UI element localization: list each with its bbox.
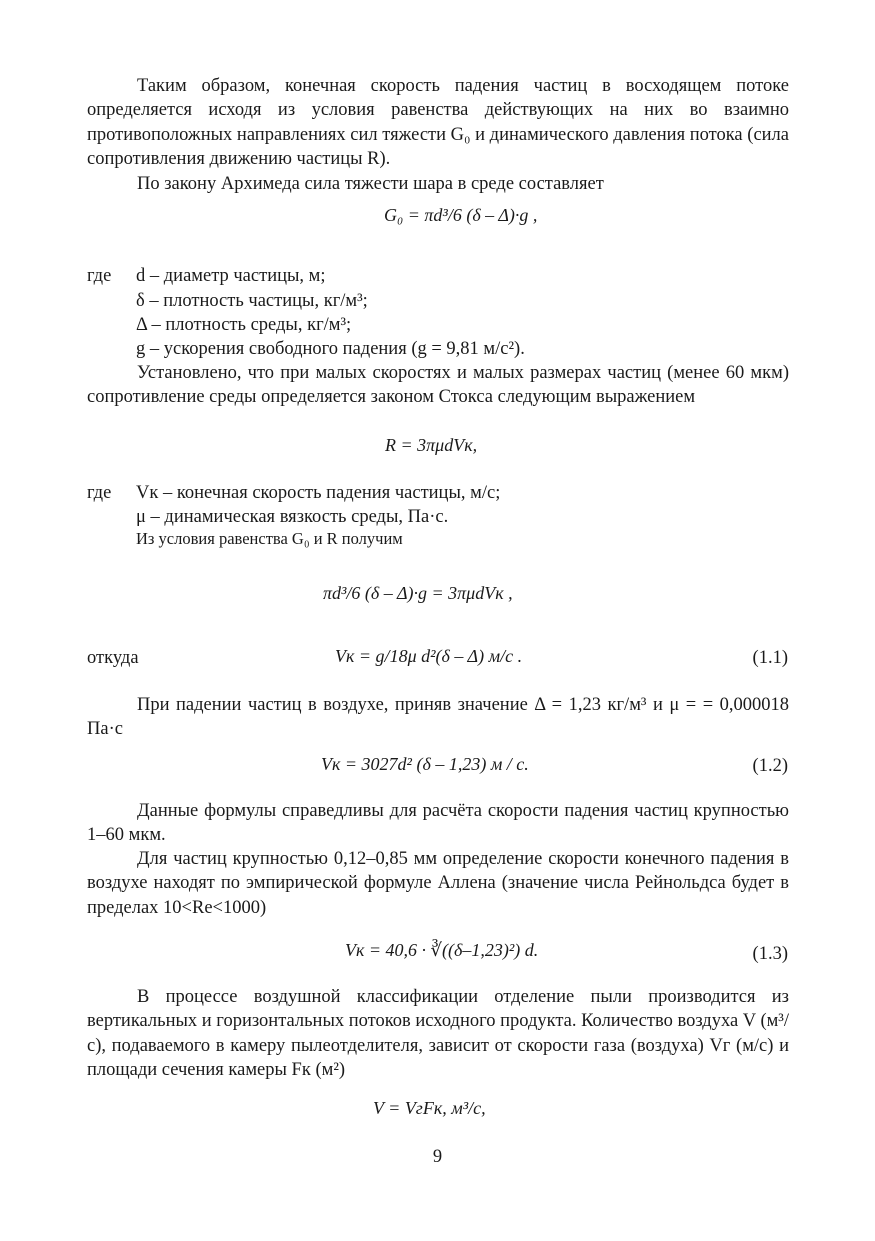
where-label-2: где [87, 483, 112, 503]
equation-number-1-1: (1.1) [752, 648, 788, 668]
formula-gravity: G₀ = πd³/6 (δ – Δ)·g , [384, 205, 538, 225]
formula-1-1: Vк = g/18μ d²(δ – Δ) м/с . [335, 646, 523, 666]
paragraph-stokes: Установлено, что при малых скоростях и малых размерах частиц (менее 60 мкм) сопротивление среды определяется законом Стокса следующим выражением [87, 363, 789, 408]
paragraph-air-fall: При падении частиц в воздухе, приняв значение Δ = 1,23 кг/м³ и μ = = 0,000018 Па·с [87, 695, 789, 740]
formula-1-3: Vк = 40,6 · ∛((δ–1,23)²) d. [345, 940, 539, 960]
paragraph-air-classification: В процессе воздушной классификации отделение пыли производится из вертикальных и горизонтальных потоков исходного продукта. Количество воздуха V (м³/с), подаваемого в камеру пылеотделителя, зависит от скорости газа (воздуха) Vг (м/с) и площади сечения камеры Fк (м²) [87, 987, 789, 1080]
definition-particle-density: δ – плотность частицы, кг/м³; [136, 291, 368, 311]
definition-viscosity: μ – динамическая вязкость среды, Па·с. [136, 507, 449, 527]
formula-force-balance: πd³/6 (δ – Δ)·g = 3πμdVк , [323, 583, 513, 603]
paragraph-intro: Таким образом, конечная скорость падения частиц в восходящем потоке определяется исходя из условия равенства действующих на них во взаимно противоположных направлениях сил тяжести G₀ и динамического давления потока (сила сопротивления движению частицы R). [87, 76, 789, 169]
definition-gravity-accel: g – ускорения свободного падения (g = 9,81 м/с²). [136, 339, 525, 359]
definition-medium-density: Δ – плотность среды, кг/м³; [136, 315, 352, 335]
formula-stokes-resistance: R = 3πμdVк, [385, 435, 478, 455]
where-label-1: где [87, 266, 112, 286]
equality-condition: Из условия равенства G₀ и R получим [136, 529, 403, 548]
otkuda-label: откуда [87, 648, 139, 668]
equation-number-1-2: (1.2) [752, 756, 788, 776]
paragraph-allen: Для частиц крупностью 0,12–0,85 мм определение скорости конечного падения в воздухе находят по эмпирической формуле Аллена (значение числа Рейнольдса будет в пределах 10<Re<1000) [87, 849, 789, 918]
formula-air-volume: V = VгFк, м³/с, [373, 1098, 486, 1118]
equation-number-1-3: (1.3) [752, 944, 788, 964]
paragraph-validity: Данные формулы справедливы для расчёта скорости падения частиц крупностью 1–60 мкм. [87, 801, 789, 846]
formula-1-2: Vк = 3027d² (δ – 1,23) м / с. [321, 754, 529, 774]
definition-diameter: d – диаметр частицы, м; [136, 266, 326, 286]
definition-terminal-velocity: Vк – конечная скорость падения частицы, м/с; [136, 483, 501, 503]
paragraph-archimedes: По закону Архимеда сила тяжести шара в среде составляет [137, 174, 604, 194]
page-number: 9 [432, 1147, 443, 1167]
